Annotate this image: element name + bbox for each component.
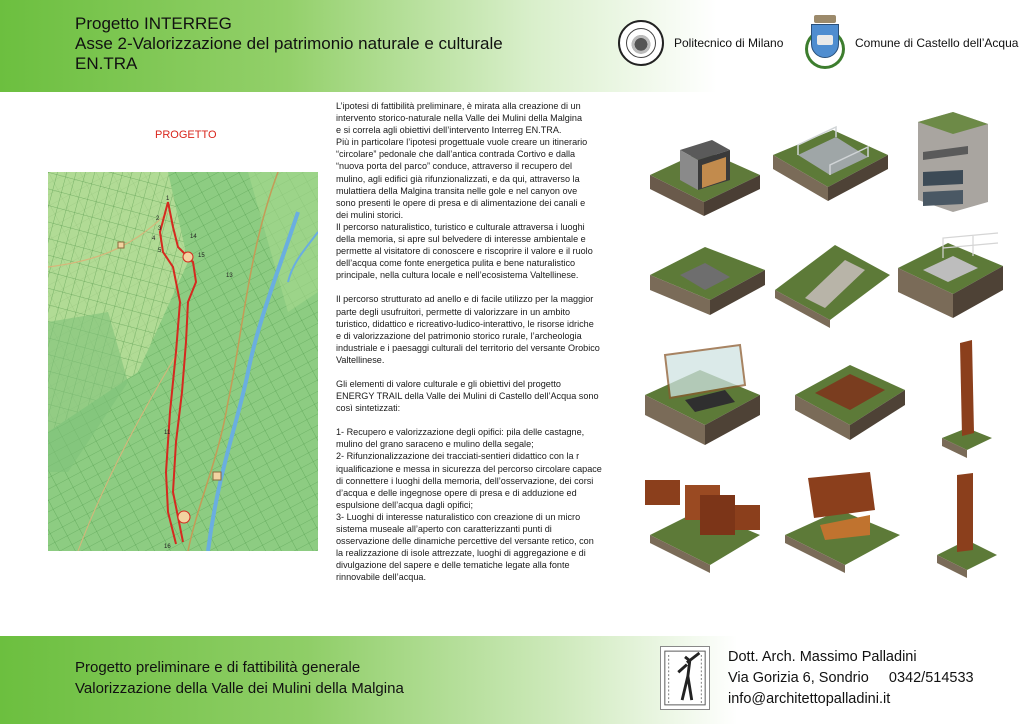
logo-comune-label: Comune di Castello dell’Acqua <box>855 36 1019 50</box>
render-bridge-railing <box>768 115 893 225</box>
map-label-14: 14 <box>190 234 197 240</box>
render-wooden-platform <box>790 350 910 445</box>
modulor-icon <box>660 646 710 710</box>
map-label-13: 13 <box>226 273 233 279</box>
map-label-1: 1 <box>166 196 170 202</box>
map-label-11: 11 <box>164 430 171 436</box>
body-text <box>336 100 636 595</box>
map-label-3: 3 <box>158 226 162 232</box>
header-line-3: EN.TRA <box>75 54 138 73</box>
render-stone-wall-steps <box>893 112 1008 222</box>
footer-line-2: Valorizzazione della Valle dei Mulini della Malgina <box>75 680 404 697</box>
contact-address: Via Gorizia 6, Sondrio 0342/514533 <box>728 670 974 686</box>
render-gravel-path <box>770 230 895 330</box>
render-corten-totem-small <box>935 470 1000 580</box>
paragraph-objectives-list: 1- Recupero e valorizzazione degli opifici: pila delle castagne, mulino del grano saraceno e mulino della segale; 2- Rifunzionalizzazione dei tracciati-sentieri didattico con la r iqualificazione e messa in sicurezza del percorso circolare capace di connettere i luoghi della memoria, dell’osservazione, dei corsi d’acqua e delle ingegnose opere di presa e di adduzione ed espulsione dell’acqua dagli opifici; 3- Luoghi di interesse naturalistico con creazione di un micro sistema museale all’aperto con caratterizzanti punti di osservazione delle dinamiche percettive del versante retico, con la realizzazione di isole attrezzate, luoghi di aggregazione e di divulgazione del sapere e delle tematiche legate alla fonte rinnovabile dell’acqua. <box>336 427 602 583</box>
render-corten-bench <box>780 470 905 575</box>
seal-icon <box>618 20 664 66</box>
logo-polimi-label: Politecnico di Milano <box>674 36 784 50</box>
paragraph-route: Il percorso strutturato ad anello e di facile utilizzo per la maggior parte degli usufruitori, permette di valorizzare in un ambito turistico, didattico e ricreativo-ludico-interattivo, le risorse idriche e di valorizzazione del patrimonio storico rurale, l’archeologia industriale e i paesaggi culturali del territorio del versante Orobico Valtellinese. <box>336 294 600 365</box>
render-glass-canopy <box>640 340 768 452</box>
render-fenced-channel <box>893 228 1008 328</box>
logo-polimi <box>618 20 783 66</box>
section-label: PROGETTO <box>155 129 217 141</box>
map-label-16: 16 <box>164 544 171 550</box>
map-label-4: 4 <box>152 236 156 242</box>
contact-email[interactable]: info@architettopalladini.it <box>728 691 891 707</box>
map-label-5: 5 <box>158 248 162 254</box>
paragraph-intro: L’ipotesi di fattibilità preliminare, è mirata alla creazione di un intervento storico-naturale nella Valle dei Mulini della Malgina e si correla agli obiettivi dell’intervento Interreg EN.TRA. Più in particolare l’ipotesi progettuale vuole creare un itinerario “circolare” pedonale che dall’antica contrada Cortivo e dalla “nuova porta del parco” conduce, attraverso il recupero del mulino, agli edifici già rifunzionalizzati, e da qui, attraverso la mulattiera della Malgina transita nelle gole e nel canyon ove sono presenti le opere di presa e di alimentazione dei canali e dei mulini storici. Il percorso naturalistico, turistico e culturale attraversa i luoghi della memoria, si apre sul belvedere di interesse ambientale e permette al visitatore di conoscere e riscoprire il valore e il ruolo dell’acqua come fonte energetica pulita e bene naturalistico principale, nella cultura locale e nell’ecosistema Valtellinese. <box>336 101 593 281</box>
render-shelter-cube <box>642 120 767 230</box>
header-line-1: Progetto INTERREG <box>75 14 232 33</box>
map-drawing <box>48 172 318 551</box>
map-label-15: 15 <box>198 253 205 259</box>
render-channel-step <box>645 235 770 330</box>
map <box>48 172 318 551</box>
coat-of-arms-icon <box>805 15 845 71</box>
header-title <box>75 14 503 74</box>
paragraph-elements-intro: Gli elementi di valore culturale e gli obiettivi del progetto ENERGY TRAIL della Valle dei Mulini di Castello dell’Acqua sono così sintetizzati: <box>336 378 599 414</box>
contact-name: Dott. Arch. Massimo Palladini <box>728 649 917 665</box>
render-corten-seats <box>640 465 770 575</box>
map-label-2: 2 <box>156 216 160 222</box>
render-corten-totem <box>940 338 995 463</box>
header-line-2: Asse 2-Valorizzazione del patrimonio naturale e culturale <box>75 34 503 53</box>
footer-title <box>75 657 404 699</box>
footer-line-1: Progetto preliminare e di fattibilità generale <box>75 659 361 676</box>
contact-block <box>728 647 974 710</box>
logo-comune <box>805 15 1018 71</box>
